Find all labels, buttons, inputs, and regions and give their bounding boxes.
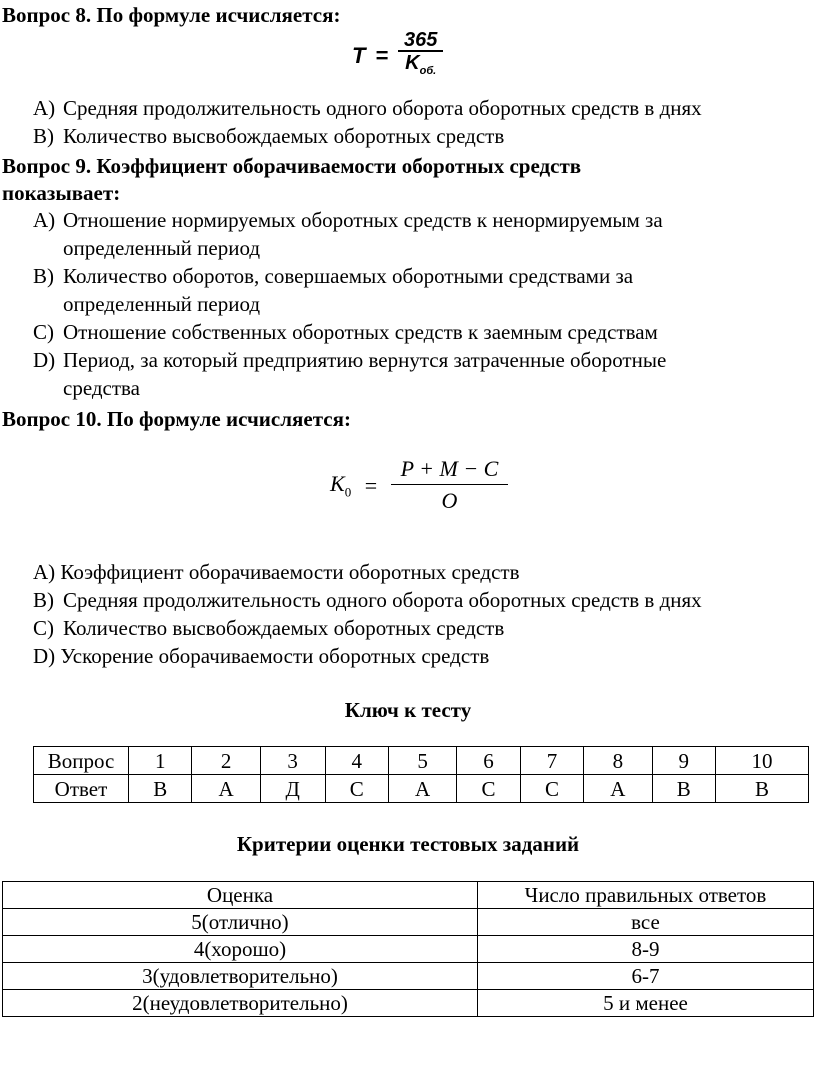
option-tag: В) (33, 264, 54, 288)
option-tag: А) (33, 96, 56, 120)
formula-den-base: K (405, 52, 420, 74)
formula-denominator (398, 52, 443, 82)
criteria-grade-cell: 5(отлично) (3, 909, 478, 936)
criteria-row (3, 963, 814, 990)
option-text: Период, за который предприятию вернутся затраченные оборотные (63, 348, 667, 372)
option-text: Количество высвобождаемых оборотных средств (63, 124, 505, 148)
answer-cell: С (457, 775, 520, 803)
criteria-header-row (3, 882, 814, 909)
option-tag: А) (33, 560, 56, 584)
option-text: Ускорение оборачиваемости оборотных средств (60, 644, 490, 668)
criteria-grade-cell: 2(неудовлетворительно) (3, 990, 478, 1017)
formula-numerator: 365 (398, 30, 443, 52)
criteria-count-cell: 5 и менее (478, 990, 814, 1017)
option-tag: А) (33, 208, 56, 232)
criteria-grade-cell: 3(удовлетворительно) (3, 963, 478, 990)
formula-lhs-base: K (330, 470, 345, 496)
question-number-cell: 9 (652, 747, 715, 775)
question-number-cell: 4 (325, 747, 388, 775)
option-tag: С) (33, 616, 54, 640)
formula-equals: = (375, 43, 389, 68)
question-9-option-d (33, 346, 816, 402)
answer-cell: А (192, 775, 260, 803)
formula-fraction (398, 30, 443, 82)
criteria-col-count: Число правильных ответов (478, 882, 814, 909)
answer-cell: Д (260, 775, 325, 803)
answer-cell: С (520, 775, 583, 803)
formula-equals: = (364, 472, 378, 498)
answer-cell: А (388, 775, 456, 803)
question-10-option-c (33, 614, 816, 642)
question-8-option-a (33, 94, 816, 122)
question-10-option-b (33, 586, 816, 614)
formula-lhs-sub: 0 (344, 484, 352, 500)
question-number-cell: 8 (584, 747, 652, 775)
criteria-row (3, 936, 814, 963)
answer-cell: А (584, 775, 652, 803)
question-10-option-d (33, 642, 816, 670)
question-9-option-c (33, 318, 816, 346)
question-number-cell: 1 (129, 747, 192, 775)
criteria-count-cell: 6-7 (478, 963, 814, 990)
option-text-cont: средства (63, 376, 141, 400)
answer-key-heading: Ключ к тесту (344, 698, 472, 722)
criteria-count-cell: все (478, 909, 814, 936)
answer-key-questions-row (34, 747, 809, 775)
formula-den-sub: об. (419, 65, 437, 77)
criteria-col-grade: Оценка (3, 882, 478, 909)
answer-cell: В (652, 775, 715, 803)
question-number-cell: 6 (457, 747, 520, 775)
question-9-option-b (33, 262, 816, 318)
option-text: Отношение нормируемых оборотных средств к ненормируемым за (63, 208, 663, 232)
formula-lhs (330, 470, 352, 500)
option-text: Коэффициент оборачиваемости оборотных средств (60, 560, 520, 584)
criteria-heading: Критерии оценки тестовых заданий (236, 832, 580, 856)
question-8-title: Вопрос 8. По формуле исчисляется: (2, 3, 341, 27)
option-text: Средняя продолжительность одного оборота оборотных средств в днях (63, 96, 702, 120)
question-number-cell: 2 (192, 747, 260, 775)
answer-key-answers-row (34, 775, 809, 803)
criteria-count-cell: 8-9 (478, 936, 814, 963)
question-number-cell: 7 (520, 747, 583, 775)
option-text: Отношение собственных оборотных средств к заемным средствам (63, 320, 658, 344)
criteria-row (3, 990, 814, 1017)
answer-cell: В (715, 775, 808, 803)
row-label-question: Вопрос (34, 747, 129, 775)
option-tag: С) (33, 320, 54, 344)
option-text-cont: определенный период (63, 292, 261, 316)
question-8-option-b (33, 122, 816, 150)
formula-denominator: O (441, 488, 458, 513)
answer-cell: С (325, 775, 388, 803)
criteria-row (3, 909, 814, 936)
option-tag: В) (33, 124, 54, 148)
answer-cell: В (129, 775, 192, 803)
option-text: Количество оборотов, совершаемых оборотными средствами за (63, 264, 634, 288)
option-tag: D) (33, 348, 56, 372)
option-text: Средняя продолжительность одного оборота оборотных средств в днях (63, 588, 702, 612)
row-label-answer: Ответ (34, 775, 129, 803)
formula-numerator: P + M − C (391, 454, 509, 485)
formula-fraction (391, 454, 509, 517)
option-text: Количество высвобождаемых оборотных средств (63, 616, 505, 640)
question-10-title: Вопрос 10. По формуле исчисляется: (2, 407, 351, 431)
option-tag: В) (33, 588, 54, 612)
question-8-formula (352, 30, 443, 82)
answer-key-table (33, 746, 809, 803)
criteria-grade-cell: 4(хорошо) (3, 936, 478, 963)
formula-lhs: T (352, 43, 366, 68)
question-number-cell: 5 (388, 747, 456, 775)
question-9-title: Вопрос 9. Коэффициент оборачиваемости оборотных средств (2, 154, 582, 178)
option-text-cont: определенный период (63, 236, 261, 260)
question-9-option-a (33, 206, 816, 262)
option-tag: D) (33, 644, 56, 668)
question-number-cell: 10 (715, 747, 808, 775)
question-9-title-cont: показывает: (2, 181, 121, 205)
question-10-formula (330, 454, 508, 517)
question-number-cell: 3 (260, 747, 325, 775)
question-10-option-a (33, 558, 816, 586)
criteria-table (2, 881, 814, 1017)
